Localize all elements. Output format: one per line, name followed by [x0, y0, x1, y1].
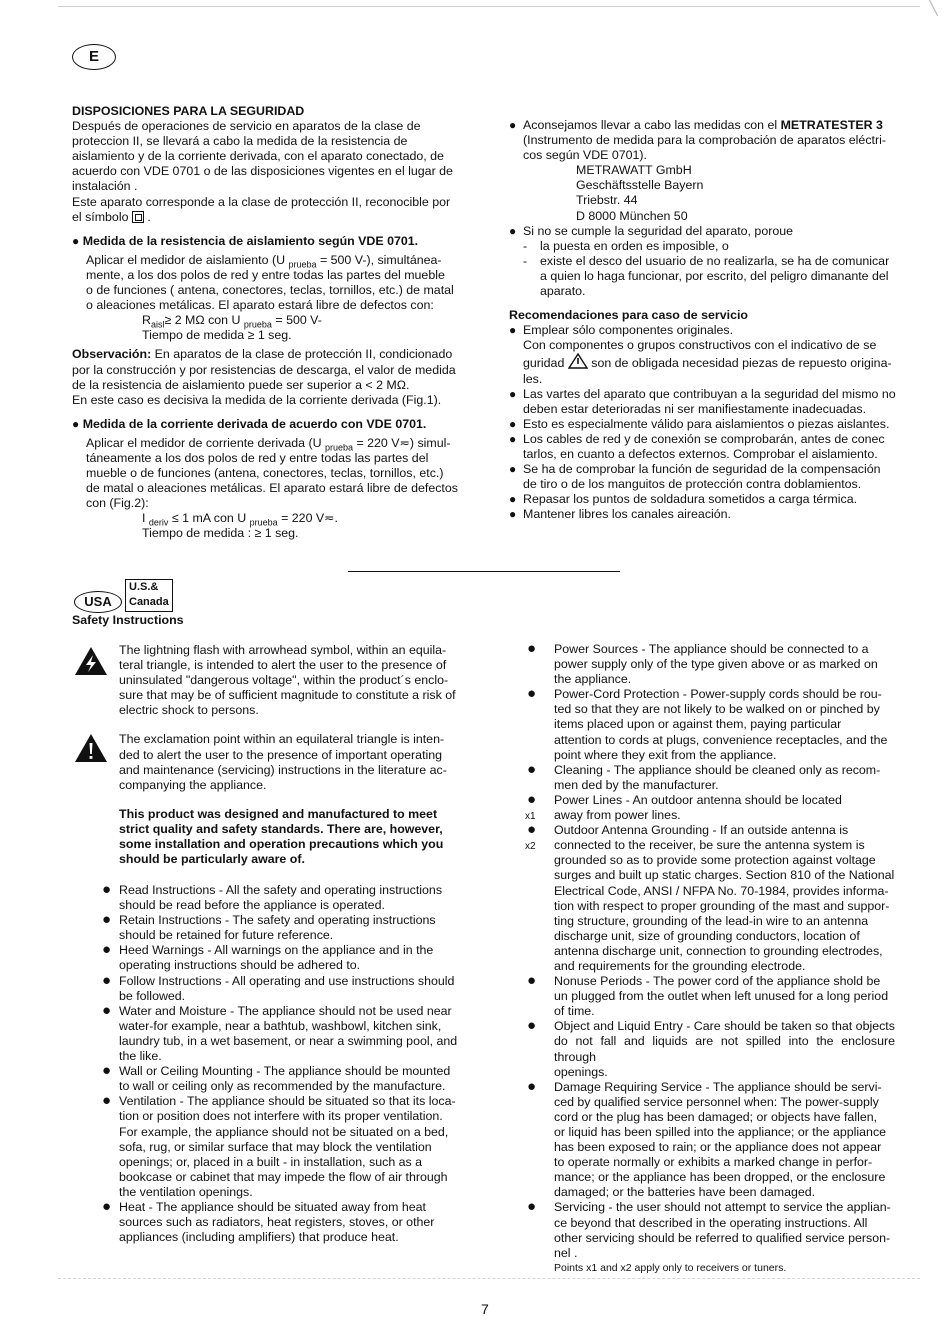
list-item: ● Read Instructions - All the safety and operating instructions should be read before the appliance is operated.	[102, 881, 443, 913]
bullet-icon: ●	[509, 386, 517, 401]
bullet-icon: ●	[527, 1198, 537, 1216]
left-english-list	[85, 883, 463, 1245]
language-badge-e: E	[72, 44, 116, 70]
list-item: ● Esto es especialmente válido para aislamientos o piezas aislantes.	[509, 416, 890, 431]
list-item: ● Repasar los puntos de soldadura sometidos a carga térmica.	[509, 492, 858, 507]
bullet-icon: ●	[527, 972, 537, 990]
section-divider	[348, 571, 620, 572]
bullet-icon: ●	[102, 881, 112, 898]
corriente-paragraph: Aplicar el medidor de corriente derivada (U $_{prueba}$ = 220 V≂) simul- táneamente a los dos polos de red y entre todas las partes del mueble o de funciones (antena, conectores, teclas, tornillos, etc.) de matal o aleaciones metálicas. El aparato estará libre de defectos con (Fig.2):	[86, 435, 458, 511]
bullet-icon: ●	[509, 323, 517, 338]
list-item: ● Aconsejamos llevar a cabo las medidas con el METRATESTER 3 (Instrumento de medida para la comprobación de aparatos eléctri- cos según VDE 0701).	[509, 118, 886, 163]
list-item: ● Los cables de red y de conexión se comprobarán, antes de conec tarlos, en cuanto a defectos externos. Comprobar el aislamiento.	[509, 431, 885, 461]
list-item: ● x1 Power Lines - An outdoor antenna should be located away from power lines.	[525, 790, 842, 823]
bullet-icon: ●	[509, 492, 517, 507]
bullet-icon: ●	[72, 416, 80, 431]
list-item: ● Ventilation - The appliance should be situated so that its loca- tion or position does not interfere with its proper ventilation. For example, the appliance should not be situated on a bed, sofa, rug, or similar surface that may block the ventilation openings; or, placed in a built - in installation, such as a bookcase or cabinet that may impede the flow of air through the ventilation openings.	[102, 1092, 456, 1199]
formula-aislamiento: $R_{aisl}\ge 2$ MΩ con U $_{prueba}$ = 500 V-	[142, 313, 322, 330]
aislamiento-paragraph: Aplicar el medidor de aislamiento (U $_{prueba}$ = 500 V-), simultánea- mente, a los dos polos de red y entre todas las partes del mueble o de funciones ( antena, conectores, teclas, tornillos, etc.) de matal o aleaciones metálicas. El aparato estará libre de defectos con:	[86, 252, 454, 313]
section-title-disposiciones: DISPOSICIONES PARA LA SEGURIDAD	[72, 104, 305, 118]
bullet-icon: ●	[509, 507, 517, 522]
address-block: METRAWATT GmbH Geschäftsstelle Bayern Triebstr. 44 D 8000 München 50	[576, 163, 704, 223]
list-item: ● Power-Cord Protection - Power-supply cords should be rou- ted so that they are not likely to be walked on or pinched by items placed upon or against them, paying particular attention to cords at plugs, convenience receptacles, and the point where they exit from the appliance.	[527, 685, 888, 762]
bullet-icon: ●	[102, 1001, 112, 1019]
list-item: ● Nonuse Periods - The power cord of the appliance shold be un plugged from the outlet when left unused for a long period of time.	[527, 972, 889, 1019]
lightning-paragraph: The lightning flash with arrowhead symbol, within an equila- teral triangle, is intended to alert the user to the presence of uninsulated "dangerous voltage", within the product´s enclo- sure that may be of sufficient magnitude to constitute a risk of electric shock to persons.	[119, 643, 456, 718]
observacion-paragraph: Observación: En aparatos de la clase de protección II, condicionado por la construcción y por resistencias de descarga, el valor de medida de la resistencia de aislamiento puede ser superior a < 2 MΩ. En este caso es decisiva la medida de la corriente derivada (Fig.1).	[72, 347, 456, 407]
list-item: ● Power Sources - The appliance should be connected to a power supply only of the type given above or as marked on the appliance.	[527, 640, 878, 687]
bullet-icon: ●	[509, 223, 517, 238]
bullet-icon: ●	[527, 1077, 537, 1095]
list-item: ● Si no se cumple la seguridad del aparato, poroue	[509, 223, 794, 238]
left-spanish-column	[72, 104, 463, 542]
bullet-icon: ●	[102, 971, 112, 989]
list-item: ● Emplear sólo componentes originales. Con componentes o grupos constructivos con el indicativo de se guridad son de obligada necesidad piezas de repuesto origina- les.	[509, 323, 892, 386]
section-title-recomendaciones: Recomendaciones para caso de servicio	[509, 308, 748, 323]
bullet-icon: ●	[527, 685, 537, 703]
list-item: ● Las vartes del aparato que contribuyan a la seguridad del mismo no deben estar deterioradas ni ser manifiestamente inadecuadas.	[509, 386, 896, 416]
top-rule	[58, 6, 920, 7]
section-title-corriente: ● Medida de la corriente derivada de acuerdo con VDE 0701.	[72, 416, 427, 431]
list-item: ● Cleaning - The appliance should be cleaned only as recom- men ded by the manufacturer.	[527, 760, 881, 792]
list-item: ● Heat - The appliance should be situated away from heat sources such as radiators, heat registers, stoves, or other appliances (including amplifiers) that produce heat.	[102, 1197, 435, 1245]
bullet-icon: ●	[509, 431, 517, 446]
right-english-list	[525, 642, 895, 1276]
list-item: ● Heed Warnings - All warnings on the appliance and in the operating instructions should be adhered to.	[102, 941, 434, 973]
tiempo-medida-2: Tiempo de medida : ≥ 1 seg.	[142, 526, 299, 541]
bullet-icon: ●	[102, 1197, 112, 1215]
exclamation-warning-icon	[74, 733, 108, 763]
list-item: ● Wall or Ceiling Mounting - The appliance should be mounted to wall or ceiling only as recommended by the manufacture.	[102, 1062, 451, 1094]
bullet-icon: ●	[102, 911, 112, 929]
list-item: - la puesta en orden es imposible, o	[523, 238, 729, 253]
class-ii-symbol-icon	[132, 211, 144, 223]
list-item: ● Mantener libres los canales aireación.	[509, 507, 731, 522]
bullet-icon: ●	[509, 462, 517, 477]
us-canada-box: U.S.& Canada	[125, 579, 173, 612]
list-item: ● Retain Instructions - The safety and operating instructions should be retained for future reference.	[102, 911, 436, 943]
product-paragraph: This product was designed and manufactured to meet strict quality and safety standards. There are, however, some installation and operation precautions which you should be particularly aware of.	[119, 806, 444, 867]
lightning-warning-icon	[74, 646, 108, 676]
formula-corriente: I $_{deriv}$ ≤ 1 mA con U $_{prueba}$ = 220 V≂.	[142, 511, 338, 528]
list-item: ● x2 Outdoor Antenna Grounding - If an outside antenna is connected to the receiver, be sure the antenna system is grounded so as to provide some protection against voltage surges and built up static charges. Section 810 of the National Electrical Code, ANSI / NFPA No. 70-1984, provides informa- tion with respect to proper grounding of the mast and suppor- ting structure, grounding of the lead-in wire to an antenna discharge unit, size of grounding conductors, location of antenna discharge unit, connection to grounding electrodes, and requirements for the grounding electrode.	[525, 821, 895, 973]
safety-instructions-title: Safety Instructions	[72, 613, 184, 627]
list-item: ● Se ha de comprobar la función de seguridad de la compensación de tiro o de los manguitos de protección contra doblamientos.	[509, 462, 881, 492]
bullet-icon: ●	[527, 821, 537, 839]
warning-triangle-icon	[568, 353, 588, 369]
exclamation-paragraph: The exclamation point within an equilateral triangle is inten- ded to alert the user to the presence of important operating and maintenance (servicing) instructions in the literature ac- companying the appliance.	[119, 732, 447, 792]
bullet-icon: ●	[527, 1017, 537, 1035]
footnote-mark-x1: x1	[525, 810, 536, 822]
page-number: 7	[481, 1301, 489, 1317]
list-item: ● Water and Moisture - The appliance should not be used near water-for example, near a bathtub, washbowl, kitchen sink, laundry tub, in a wet basement, or near a swimming pool, and the like.	[102, 1001, 458, 1064]
bullet-icon: ●	[509, 118, 517, 132]
footnote-mark-x2: x2	[525, 841, 536, 853]
bullet-icon: ●	[102, 1062, 112, 1080]
corner-mark: ╲	[928, 0, 938, 16]
list-item: ● Damage Requiring Service - The appliance should be servi- ced by qualified service personnel when: The power-supply cord or the plug has been damaged; or objects have fallen, or liquid has been spilled into the appliance; or the appliance has been exposed to rain; or the appliance does not appear to operate normally or exhibits a marked change in perfor- mance; or the appliance has been dropped, or the enclosure damaged; or the batteries have been damaged.	[527, 1077, 887, 1200]
list-item: ● Follow Instructions - All operating and use instructions should be followed.	[102, 971, 455, 1003]
right-spanish-column	[509, 118, 897, 522]
list-item: ● Servicing - the user should not attempt to service the applian- ce beyond that described in the operating instructions. All other servicing should be referred to qualified service person- nel .	[527, 1198, 891, 1260]
bullet-icon: ●	[102, 941, 112, 959]
bullet-icon: ●	[527, 790, 537, 808]
section-title-aislamiento: ● Medida de la resistencia de aislamiento según VDE 0701.	[72, 233, 419, 248]
footnote: Points x1 and x2 apply only to receivers or tuners.	[554, 1261, 787, 1274]
list-item: ● Object and Liquid Entry - Care should be taken so that objects do not fall and liquids are not spilled into the enclosure through openings.	[527, 1017, 895, 1079]
usa-badge: USA	[74, 591, 122, 613]
bullet-icon: ●	[527, 760, 537, 778]
intro-paragraph: Después de operaciones de servicio en aparatos de la clase de proteccion II, se llevará a cabo la medida de la resistencia de aislamiento y de la corriente derivada, con el aparato conectado, de acuerdo con VDE 0701 o de las disposiciones vigentes en el lugar de instalación . Este aparato corresponde a la clase de protección II, reconocible por el símbolo .	[72, 119, 453, 224]
left-english-column	[119, 643, 463, 867]
bullet-icon: ●	[527, 640, 537, 657]
bullet-icon: ●	[102, 1092, 112, 1110]
list-item: - existe el desco del usuario de no realizarla, se ha de comunicar a quien lo haga funcionar, por escrito, del peligro dimanante del aparato.	[523, 253, 890, 299]
bullet-icon: ●	[72, 233, 80, 248]
bottom-rule	[58, 1278, 920, 1279]
tiempo-medida-1: Tiempo de medida ≥ 1 seg.	[142, 328, 292, 343]
bullet-icon: ●	[509, 416, 517, 431]
